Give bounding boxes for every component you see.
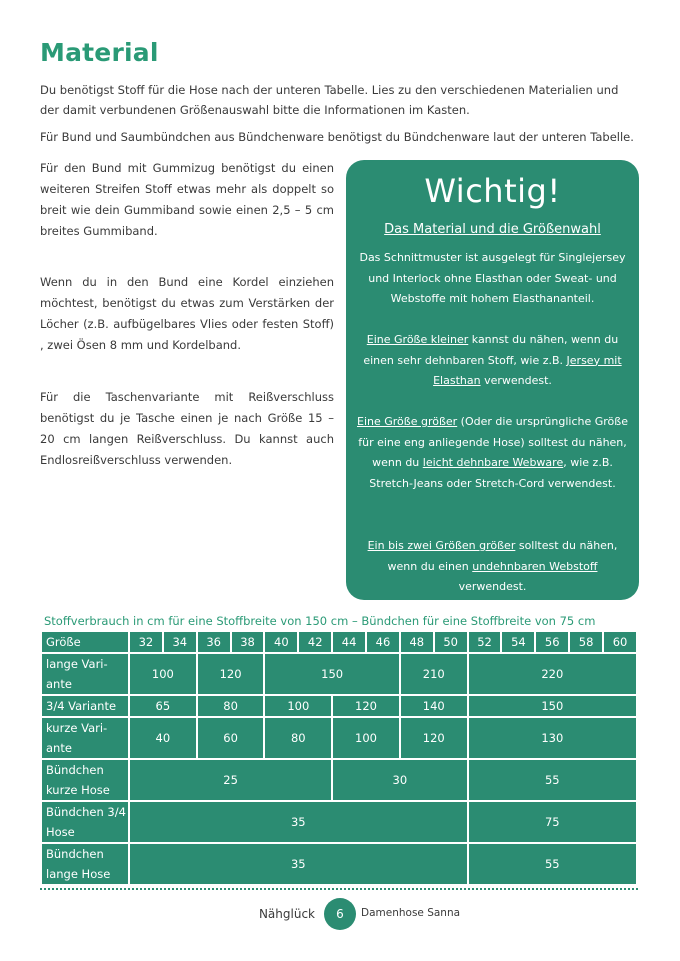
value-cell: 150 (265, 654, 398, 694)
size-header-cell: 52 (469, 632, 501, 652)
size-header-cell: 48 (401, 632, 433, 652)
important-box-paragraph-3 (352, 412, 633, 494)
text-run: verwendest. (458, 580, 527, 593)
pocket-zipper-paragraph: Für die Taschenvariante mit Reißverschluss benötigst du je Tasche einen je nach Größe 15 – 20 cm langen Reißverschluss. Du kannst auch Endlosreißverschluss verwenden. (40, 390, 334, 467)
table-row (42, 760, 636, 800)
important-box-paragraph-2 (352, 330, 633, 392)
value-cell: 100 (333, 718, 399, 758)
row-label: 3/4 Variante (42, 696, 128, 716)
value-cell: 55 (469, 844, 636, 884)
value-cell: 120 (401, 718, 467, 758)
non-stretch-woven-emphasis: undehnbaren Webstoff (472, 559, 598, 573)
value-cell: 80 (265, 718, 331, 758)
table-row (42, 802, 636, 842)
important-box-subtitle: Das Material und die Größenwahl (384, 222, 601, 237)
intro-paragraph-1: Du benötigst Stoff für die Hose nach der unteren Tabelle. Lies zu den verschiedenen Materialien und der damit verbundenen Größenauswahl bitte die Informationen im Kasten. (40, 83, 619, 117)
drawstring-paragraph: Wenn du in den Bund eine Kordel einziehen möchtest, benötigst du etwas zum Verstärken der Löcher (z.B. aufbügelbares Vlies oder festen Stoff) , zwei Ösen 8 mm und Kordelband. (40, 275, 334, 352)
size-header-cell: 34 (164, 632, 196, 652)
value-cell: 65 (130, 696, 196, 716)
waistband-paragraph: Für den Bund mit Gummizug benötigst du einen weiteren Streifen Stoff etwas mehr als doppelt so breit wie dein Gummiband sowie einen 2,5 – 5 cm breites Gummiband. (40, 161, 334, 238)
size-header-cell: 46 (367, 632, 399, 652)
row-label: Bündchen 3/4 Hose (42, 802, 128, 842)
value-cell: 25 (130, 760, 331, 800)
text-run: kannst du nähen, wenn du einen sehr dehnbaren Stoff, wie z.B. (363, 333, 619, 367)
row-label: Bündchen kurze Hose (42, 760, 128, 800)
value-cell: 100 (265, 696, 331, 716)
jersey-elastane-emphasis: Jersey mit Elasthan (433, 353, 622, 387)
value-cell: 60 (198, 718, 264, 758)
size-header-cell: 56 (536, 632, 568, 652)
fabric-consumption-table (40, 630, 638, 886)
value-cell: 30 (333, 760, 466, 800)
value-cell: 140 (401, 696, 467, 716)
size-header-cell: 58 (570, 632, 602, 652)
table-header-row (42, 632, 636, 652)
value-cell: 100 (130, 654, 196, 694)
text-run: (Oder die ursprüngliche Größe für eine eng anliegende Hose) solltest du nähen, wenn du (358, 415, 628, 469)
value-cell: 35 (130, 844, 467, 884)
size-header-cell: 44 (333, 632, 365, 652)
value-cell: 210 (401, 654, 467, 694)
intro-paragraph-2: Für Bund und Saumbündchen aus Bündchenware benötigst du Bündchenware laut der unteren Tabelle. (40, 130, 634, 144)
value-cell: 40 (130, 718, 196, 758)
size-header-cell: 32 (130, 632, 162, 652)
table-row (42, 696, 636, 716)
important-box-title: Wichtig! (424, 172, 561, 210)
text-run: verwendest. (480, 374, 552, 387)
value-cell: 35 (130, 802, 467, 842)
size-header-cell: 40 (265, 632, 297, 652)
row-label: lange Vari-ante (42, 654, 128, 694)
size-larger-emphasis: Eine Größe größer (357, 415, 458, 428)
size-smaller-emphasis: Eine Größe kleiner (366, 333, 469, 346)
two-sizes-larger-emphasis: Ein bis zwei Größen größer (367, 539, 516, 552)
value-cell: 120 (198, 654, 264, 694)
size-header-cell: 54 (502, 632, 534, 652)
table-header-label: Größe (42, 632, 128, 652)
value-cell: 130 (469, 718, 636, 758)
table-row (42, 654, 636, 694)
important-box-paragraph-4 (352, 536, 633, 598)
footer-divider (40, 888, 638, 890)
important-box-paragraph-1: Das Schnittmuster ist ausgelegt für Singlejersey und Interlock ohne Elasthan oder Sweat- und Webstoffe mit hohem Elasthananteil. (359, 251, 626, 305)
page-number: 6 (324, 898, 356, 930)
size-header-cell: 42 (299, 632, 331, 652)
value-cell: 75 (469, 802, 636, 842)
table-caption: Stoffverbrauch in cm für eine Stoffbreite von 150 cm – Bündchen für eine Stoffbreite von 75 cm (44, 614, 596, 628)
value-cell: 80 (198, 696, 264, 716)
row-label: kurze Vari-ante (42, 718, 128, 758)
important-box (346, 160, 639, 600)
stretch-woven-emphasis: leicht dehnbare Webware (422, 456, 564, 469)
footer-pattern-name: Damenhose Sanna (361, 907, 461, 919)
table-row (42, 718, 636, 758)
size-header-cell: 36 (198, 632, 230, 652)
table-row (42, 844, 636, 884)
value-cell: 120 (333, 696, 399, 716)
size-header-cell: 60 (604, 632, 636, 652)
page-title: Material (40, 38, 159, 67)
size-header-cell: 38 (232, 632, 264, 652)
value-cell: 220 (469, 654, 636, 694)
text-run: solltest du nähen, wenn du einen (387, 539, 618, 573)
size-header-cell: 50 (435, 632, 467, 652)
value-cell: 150 (469, 696, 636, 716)
row-label: Bündchen lange Hose (42, 844, 128, 884)
value-cell: 55 (469, 760, 636, 800)
footer (0, 898, 680, 930)
text-run: , wie z.B. Stretch-Jeans oder Stretch-Cord verwendest. (369, 456, 616, 490)
footer-brand: Nähglück (258, 907, 315, 921)
